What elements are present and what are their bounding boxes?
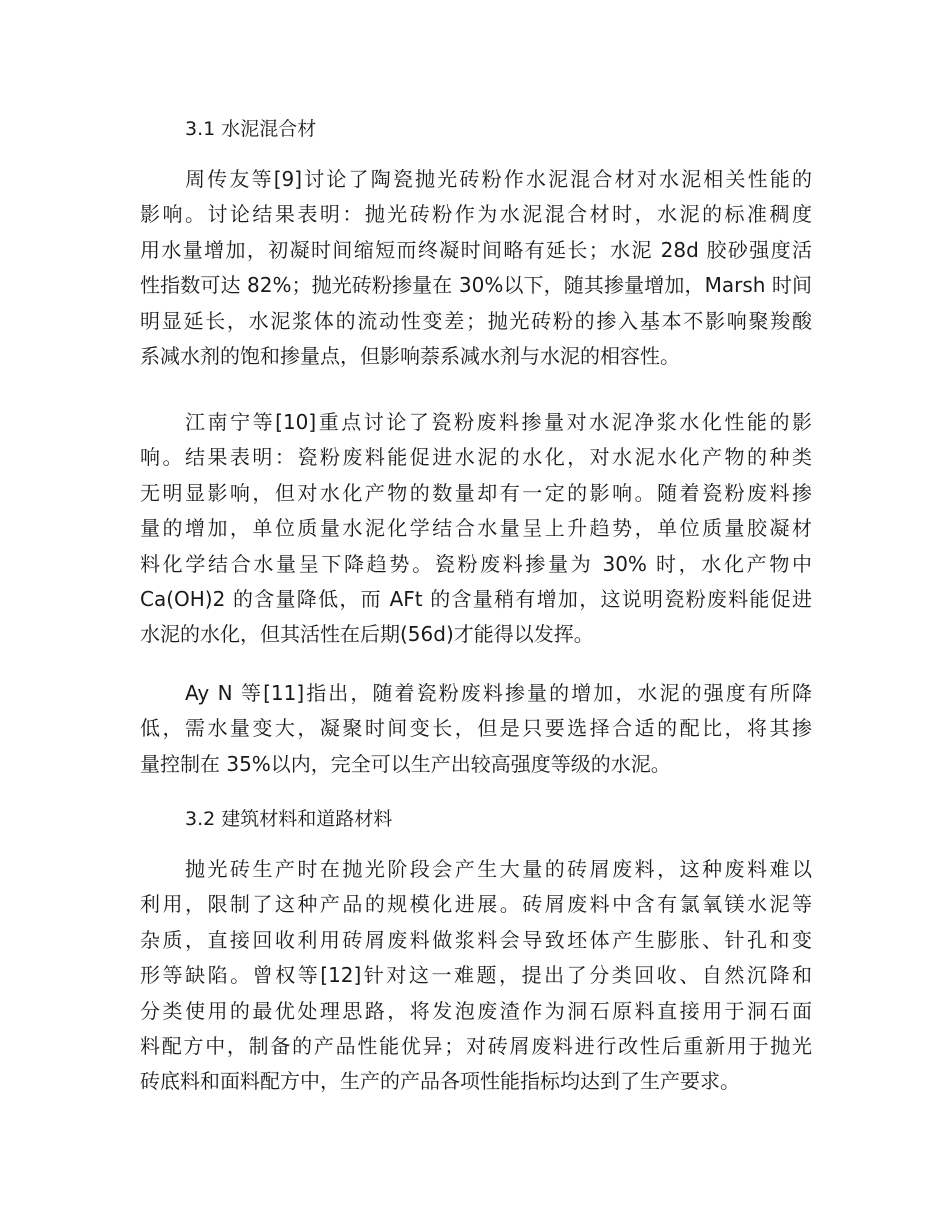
paragraph-line: Ay N 等[11]指出，随着瓷粉废料掺量的增加，水泥的强度有所降	[185, 681, 812, 705]
paragraph-mixed-material-2	[140, 405, 812, 653]
paragraph-line: 明显延长，水泥浆体的流动性变差；抛光砖粉的掺入基本不影响聚羧酸	[140, 308, 812, 333]
paragraph-line: Ca(OH)2 的含量降低，而 AFt 的含量稍有增加，这说明瓷粉废料能促进	[140, 586, 812, 611]
paragraph-line: 料化学结合水量呈下降趋势。瓷粉废料掺量为 30% 时，水化产物中	[140, 551, 812, 576]
paragraph-mixed-material-3	[140, 676, 812, 782]
paragraph-line: 系减水剂的饱和掺量点，但影响萘系减水剂与水泥的相容性。	[140, 343, 680, 368]
paragraph-line: 利用，限制了这种产品的规模化进展。砖屑废料中含有氯氧镁水泥等	[140, 892, 812, 917]
paragraph-line: 性指数可达 82%；抛光砖粉掺量在 30%以下，随其掺量增加，Marsh 时间	[140, 273, 812, 298]
section-heading-3-2: 3.2 建筑材料和道路材料	[185, 808, 393, 830]
paragraph-line: 形等缺陷。曾权等[12]针对这一难题，提出了分类回收、自然沉降和	[140, 963, 812, 988]
paragraph-line: 砖底料和面料配方中，生产的产品各项性能指标均达到了生产要求。	[140, 1069, 740, 1094]
paragraph-line: 量的增加，单位质量水泥化学结合水量呈上升趋势，单位质量胶凝材	[140, 516, 812, 541]
paragraph-line: 抛光砖生产时在抛光阶段会产生大量的砖屑废料，这种废料难以	[185, 857, 812, 881]
paragraph-line: 用水量增加，初凝时间缩短而终凝时间略有延长；水泥 28d 胶砂强度活	[140, 237, 812, 262]
paragraph-mixed-material-1	[140, 162, 812, 374]
paragraph-line: 杂质，直接回收利用砖屑废料做浆料会导致坯体产生膨胀、针孔和变	[140, 927, 812, 952]
paragraph-line: 周传友等[9]讨论了陶瓷抛光砖粉作水泥混合材对水泥相关性能的	[185, 167, 812, 191]
paragraph-line: 江南宁等[10]重点讨论了瓷粉废料掺量对水泥净浆水化性能的影	[185, 410, 812, 434]
paragraph-line: 量控制在 35%以内，完全可以生产出较高强度等级的水泥。	[140, 751, 671, 776]
paragraph-building-material-1	[140, 852, 812, 1100]
paragraph-line: 分类使用的最优处理思路，将发泡废渣作为洞石原料直接用于洞石面	[140, 998, 812, 1023]
paragraph-line: 低，需水量变大，凝聚时间变长，但是只要选择合适的配比，将其掺	[140, 716, 812, 741]
paragraph-line: 料配方中，制备的产品性能优异；对砖屑废料进行改性后重新用于抛光	[140, 1033, 812, 1058]
paragraph-line: 水泥的水化，但其活性在后期(56d)才能得以发挥。	[140, 622, 594, 647]
paragraph-line: 无明显影响，但对水化产物的数量却有一定的影响。随着瓷粉废料掺	[140, 480, 812, 505]
section-heading-3-1: 3.1 水泥混合材	[185, 118, 317, 140]
paragraph-line: 影响。讨论结果表明：抛光砖粉作为水泥混合材时，水泥的标准稠度	[140, 202, 812, 227]
paragraph-line: 响。结果表明：瓷粉废料能促进水泥的水化，对水泥水化产物的种类	[140, 445, 812, 470]
